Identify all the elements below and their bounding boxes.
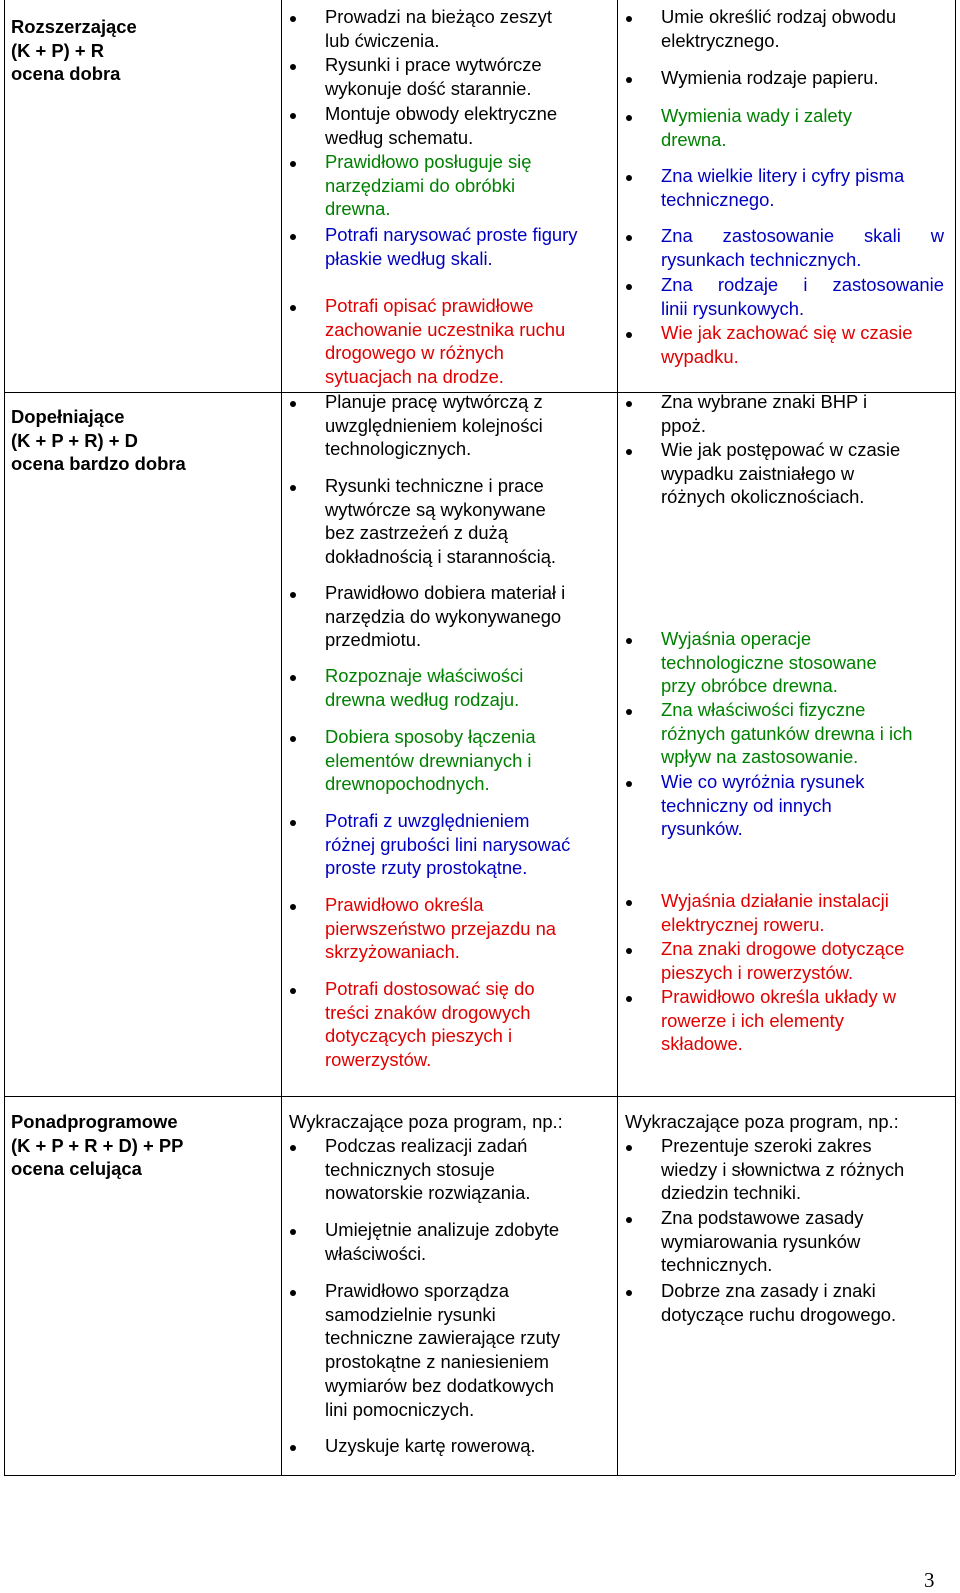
list-item	[661, 438, 900, 509]
level-line: (K + P) + R	[11, 39, 104, 61]
item-line: Prawidłowo dobiera materiał i	[325, 582, 566, 603]
item-line: Planuje pracę wytwórczą z	[325, 391, 543, 412]
list-item	[661, 5, 896, 52]
item-line: drogowego w różnych	[325, 342, 504, 364]
item-line: technologicznych.	[325, 438, 472, 460]
item-line: Zna znaki drogowe dotyczące	[661, 938, 905, 959]
table-border-col2	[617, 0, 618, 1475]
list-item	[325, 977, 535, 1072]
list-item	[661, 627, 877, 698]
bullet-icon	[626, 77, 632, 83]
item-line: właściwości.	[325, 1242, 427, 1264]
list-item	[325, 725, 536, 796]
list-item	[325, 664, 523, 711]
item-line: Zna podstawowe zasady	[661, 1207, 864, 1228]
list-item	[325, 1434, 536, 1458]
table-border-left	[4, 0, 5, 1475]
item-line: Wie co wyróżnia rysunek	[661, 771, 865, 792]
item-line: wymiarowania rysunków	[661, 1230, 861, 1252]
item-line: Wie jak zachować się w czasie	[661, 322, 913, 343]
bullet-icon	[626, 401, 632, 407]
item-line: Prawidłowo określa	[325, 894, 484, 915]
item-line: składowe.	[661, 1033, 743, 1055]
bullet-icon	[290, 485, 296, 491]
bullet-icon	[626, 175, 632, 181]
item-line: dotyczących pieszych i	[325, 1025, 513, 1047]
bullet-icon	[290, 1290, 296, 1296]
item-line: elektrycznej roweru.	[661, 913, 825, 935]
item-line: pierwszeństwo przejazdu na	[325, 917, 557, 939]
list-item	[661, 698, 912, 769]
bullet-icon	[626, 1290, 632, 1296]
level-line: (K + P + R + D) + PP	[11, 1134, 184, 1156]
bullet-icon	[626, 781, 632, 787]
list-item	[325, 102, 557, 149]
item-line: linii rysunkowych.	[661, 297, 805, 319]
level-line: (K + P + R) + D	[11, 429, 138, 451]
item-line: drewnopochodnych.	[325, 773, 490, 795]
item-line: lini pomocniczych.	[325, 1398, 475, 1420]
item-line: Prowadzi na bieżąco zeszyt	[325, 6, 552, 27]
item-line: Potrafi opisać prawidłowe	[325, 295, 534, 316]
bullet-icon	[626, 115, 632, 121]
item-line: dotyczące ruchu drogowego.	[661, 1303, 897, 1325]
list-item	[661, 104, 852, 151]
level-line: Rozszerzające	[11, 16, 137, 37]
bullet-icon	[626, 638, 632, 644]
list-item	[661, 1134, 904, 1205]
bullet-icon	[290, 1229, 296, 1235]
list-item	[325, 53, 542, 100]
list-item	[661, 1206, 863, 1277]
item-line: rysunkach technicznych.	[661, 248, 862, 270]
bullet-icon	[626, 1217, 632, 1223]
item-line: rysunków.	[661, 818, 743, 840]
item-line: technicznego.	[661, 188, 775, 210]
word: rodzaje	[717, 274, 779, 295]
list-item	[325, 150, 532, 221]
list-item	[661, 770, 864, 841]
word: i	[803, 274, 808, 295]
item-line: pieszych i rowerzystów.	[661, 961, 854, 983]
level-dopelniajace	[11, 405, 276, 476]
list-item	[325, 1218, 559, 1265]
list-item	[661, 66, 879, 90]
item-line: płaskie według skali.	[325, 247, 493, 269]
list-item	[661, 273, 944, 320]
item-line: Dobrze zna zasady i znaki	[661, 1280, 876, 1301]
item-line: Prawidłowo określa układy w	[661, 986, 897, 1007]
item-line: drewna.	[661, 128, 727, 150]
item-line: dokładnością i starannością.	[325, 546, 557, 568]
bullet-icon	[290, 16, 296, 22]
word: skali	[863, 225, 901, 246]
list-item	[661, 937, 904, 984]
bullet-icon	[290, 161, 296, 167]
item-line: drewna według rodzaju.	[325, 688, 520, 710]
item-line: Prawidłowo posługuje się	[325, 151, 532, 172]
bullet-icon	[290, 820, 296, 826]
table-border-bottom	[4, 1475, 955, 1476]
item-line: przedmiotu.	[325, 629, 422, 651]
word: w	[930, 225, 944, 246]
bullet-icon	[290, 234, 296, 240]
level-line: ocena bardzo dobra	[11, 453, 186, 475]
item-line: nowatorskie rozwiązania.	[325, 1182, 531, 1204]
item-line: Dobiera sposoby łączenia	[325, 726, 536, 747]
item-line: Wymienia rodzaje papieru.	[661, 67, 879, 88]
list-item	[661, 390, 867, 437]
justified-line	[661, 273, 944, 297]
list-item	[325, 581, 565, 652]
bullet-icon	[290, 675, 296, 681]
bullet-icon	[290, 904, 296, 910]
item-line: elektrycznego.	[661, 29, 780, 51]
list-item	[661, 1279, 896, 1326]
item-line: dziedzin techniki.	[661, 1182, 802, 1204]
bullet-icon	[626, 332, 632, 338]
level-ponadprogramowe	[11, 1110, 276, 1181]
item-line: Uzyskuje kartę rowerową.	[325, 1435, 536, 1456]
item-line: wiedzy i słownictwa z różnych	[661, 1158, 905, 1180]
table-border-right	[955, 0, 956, 1475]
list-item	[325, 474, 556, 569]
item-line: wykonuje dość starannie.	[325, 77, 532, 99]
item-line: wpływ na zastosowanie.	[661, 746, 859, 768]
word: zastosowanie	[832, 274, 944, 295]
item-line: bez zastrzeżeń z dużą	[325, 522, 508, 544]
bullet-icon	[626, 16, 632, 22]
item-line: drewna.	[325, 198, 391, 220]
item-line: treści znaków drogowych	[325, 1001, 531, 1023]
bullet-icon	[290, 1145, 296, 1151]
bullet-icon	[290, 1445, 296, 1451]
item-line: narzędzia do wykonywanego	[325, 605, 562, 627]
item-line: techniczny od innych	[661, 794, 832, 816]
level-line: Dopełniające	[11, 406, 125, 427]
item-line: Zna wybrane znaki BHP i	[661, 391, 868, 412]
item-line: ppoż.	[661, 414, 706, 436]
item-line: Podczas realizacji zadań	[325, 1135, 528, 1156]
item-line: technologiczne stosowane	[661, 651, 877, 673]
list-item	[325, 390, 543, 461]
item-line: wypadku zaistniałego w	[661, 462, 855, 484]
list-item	[661, 985, 896, 1056]
item-line: Zna właściwości fizyczne	[661, 699, 866, 720]
item-line: techniczne zawierające rzuty	[325, 1327, 561, 1349]
bullet-icon	[290, 113, 296, 119]
item-line: Potrafi narysować proste figury	[325, 224, 578, 245]
item-line: Rysunki techniczne i prace	[325, 475, 544, 496]
item-line: narzędziami do obróbki	[325, 174, 516, 196]
bullet-icon	[290, 988, 296, 994]
item-line: elementów drewnianych i	[325, 749, 532, 771]
item-line: uwzględnieniem kolejności	[325, 414, 543, 436]
item-line: Prawidłowo sporządza	[325, 1280, 509, 1301]
item-line: proste rzuty prostokątne.	[325, 857, 528, 879]
item-line: Montuje obwody elektryczne	[325, 103, 558, 124]
bullet-icon	[290, 592, 296, 598]
bullet-icon	[626, 948, 632, 954]
item-line: różnych gatunków drewna i ich	[661, 722, 913, 744]
item-line: różnej grubości lini narysować	[325, 833, 571, 855]
item-line: Rozpoznaje właściwości	[325, 665, 524, 686]
list-item	[325, 1134, 530, 1205]
item-line: technicznych stosuje	[325, 1158, 495, 1180]
list-item	[325, 809, 570, 880]
row-divider-2	[4, 1096, 955, 1097]
item-line: Umie określić rodzaj obwodu	[661, 6, 897, 27]
item-line: Wie jak postępować w czasie	[661, 439, 901, 460]
item-line: przy obróbce drewna.	[661, 675, 838, 697]
bullet-icon	[290, 736, 296, 742]
item-line: wytwórcze są wykonywane	[325, 498, 546, 520]
item-line: prostokątne z naniesieniem	[325, 1351, 549, 1373]
bullet-icon	[626, 284, 632, 290]
item-line: Prezentuje szeroki zakres	[661, 1135, 872, 1156]
item-line: Umiejętnie analizuje zdobyte	[325, 1219, 560, 1240]
item-line: wypadku.	[661, 345, 739, 367]
justified-line	[661, 224, 944, 248]
intro-col3: Wykraczające poza program, np.:	[625, 1111, 899, 1132]
level-rozszerzajace	[11, 15, 276, 86]
item-line: Wyjaśnia operacje	[661, 628, 812, 649]
list-item	[325, 294, 565, 389]
item-line: Potrafi dostosować się do	[325, 978, 535, 999]
list-item	[661, 224, 944, 271]
bullet-icon	[290, 64, 296, 70]
item-line: Rysunki i prace wytwórcze	[325, 54, 542, 75]
item-line: samodzielnie rysunki	[325, 1303, 496, 1325]
page-number: 3	[924, 1568, 935, 1592]
bullet-icon	[290, 401, 296, 407]
bullet-icon	[626, 235, 632, 241]
word: Zna	[661, 274, 693, 295]
item-line: rowerze i ich elementy	[661, 1009, 844, 1031]
list-item	[661, 321, 912, 368]
item-line: technicznych.	[661, 1254, 773, 1276]
bullet-icon	[626, 996, 632, 1002]
word: Zna	[661, 225, 693, 246]
item-line: Potrafi z uwzględnieniem	[325, 810, 530, 831]
list-item	[661, 889, 889, 936]
list-item	[325, 5, 552, 52]
item-line: zachowanie uczestnika ruchu	[325, 318, 566, 340]
bullet-icon	[626, 1145, 632, 1151]
list-item	[661, 164, 904, 211]
intro-col2: Wykraczające poza program, np.:	[289, 1111, 563, 1132]
table-border-col1	[281, 0, 282, 1475]
item-line: różnych okolicznościach.	[661, 486, 865, 508]
item-line: rowerzystów.	[325, 1049, 432, 1071]
item-line: Wyjaśnia działanie instalacji	[661, 890, 889, 911]
item-line: skrzyżowaniach.	[325, 941, 460, 963]
bullet-icon	[290, 305, 296, 311]
item-line: Zna wielkie litery i cyfry pisma	[661, 165, 905, 186]
bullet-icon	[626, 709, 632, 715]
level-line: Ponadprogramowe	[11, 1111, 178, 1132]
item-line: wymiarów bez dodatkowych	[325, 1374, 554, 1396]
word: zastosowanie	[722, 225, 835, 246]
item-line: sytuacjach na drodze.	[325, 366, 504, 388]
level-line: ocena celująca	[11, 1158, 142, 1180]
list-item	[325, 223, 577, 270]
list-item	[325, 893, 556, 964]
list-item	[325, 1279, 560, 1421]
bullet-icon	[626, 449, 632, 455]
item-line: Wymienia wady i zalety	[661, 105, 852, 126]
level-line: ocena dobra	[11, 63, 121, 85]
bullet-icon	[626, 900, 632, 906]
item-line: według schematu.	[325, 126, 474, 148]
item-line: lub ćwiczenia.	[325, 29, 440, 51]
